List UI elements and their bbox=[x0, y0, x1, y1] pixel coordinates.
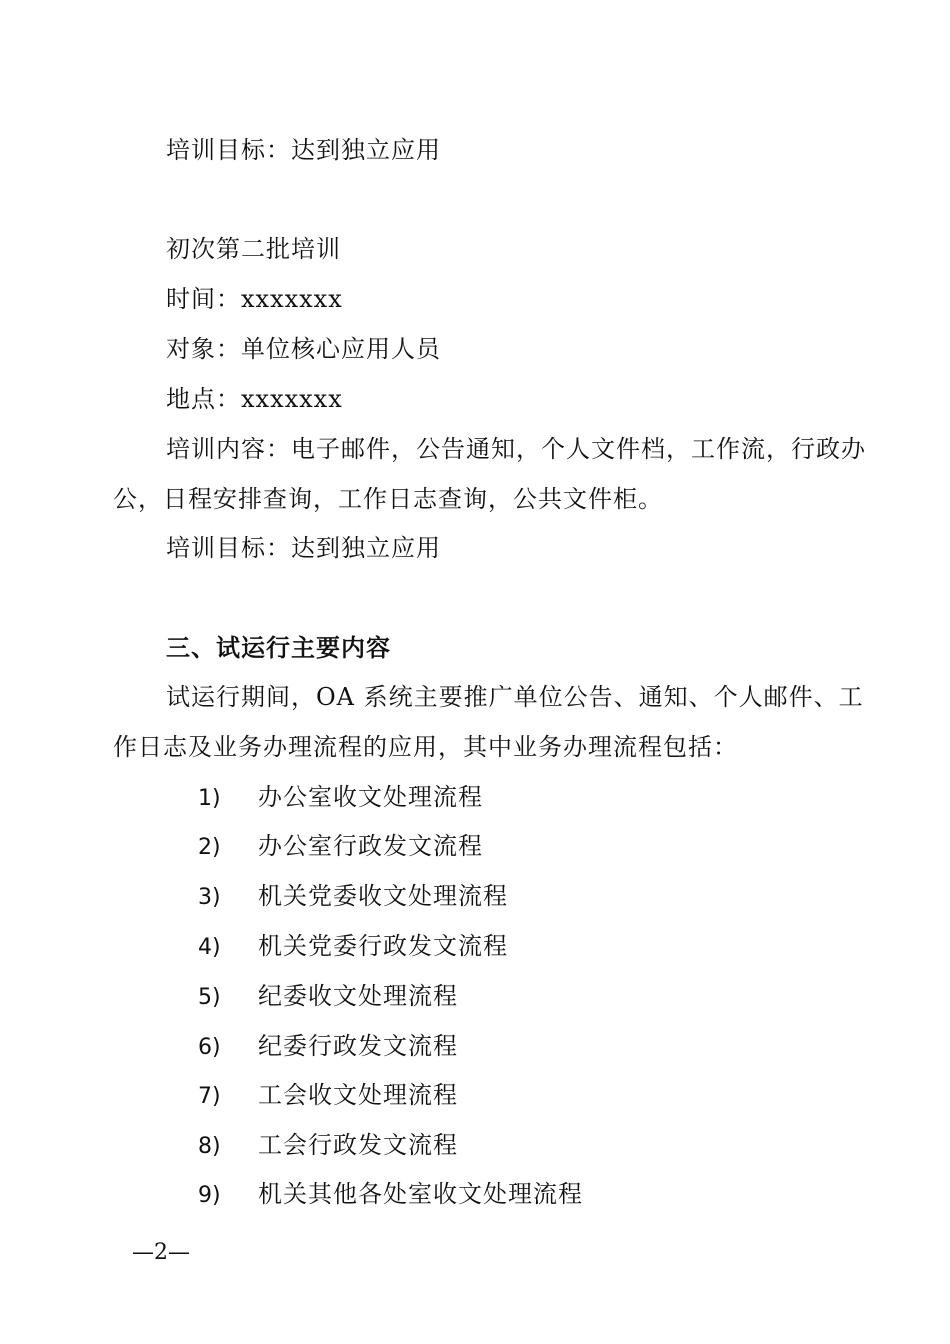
section3-para-line2: 作日志及业务办理流程的应用，其中业务办理流程包括： bbox=[113, 733, 738, 761]
list-item bbox=[198, 1070, 458, 1122]
list-item bbox=[198, 971, 458, 1023]
list-item-text: 机关党委收文处理流程 bbox=[258, 882, 508, 910]
list-item-text: 机关其他各处室收文处理流程 bbox=[258, 1180, 583, 1208]
batch2-goal: 培训目标：达到独立应用 bbox=[166, 534, 441, 562]
list-item-number: 2) bbox=[198, 835, 221, 860]
list-item bbox=[198, 1169, 583, 1221]
list-item-number: 8) bbox=[198, 1134, 221, 1159]
list-item-number: 1) bbox=[198, 786, 221, 811]
list-item-number: 7) bbox=[198, 1084, 221, 1109]
list-item-text: 纪委行政发文流程 bbox=[258, 1032, 458, 1060]
list-item bbox=[198, 871, 508, 923]
list-item-text: 工会收文处理流程 bbox=[258, 1081, 458, 1109]
batch2-location: 地点：xxxxxxx bbox=[166, 385, 343, 413]
list-item-number: 6) bbox=[198, 1035, 221, 1060]
section3-heading: 三、试运行主要内容 bbox=[166, 633, 391, 662]
list-item-text: 办公室行政发文流程 bbox=[258, 832, 483, 860]
list-item-number: 5) bbox=[198, 985, 221, 1010]
list-item-text: 机关党委行政发文流程 bbox=[258, 932, 508, 960]
training-goal-line: 培训目标：达到独立应用 bbox=[166, 136, 441, 164]
list-item bbox=[198, 1021, 458, 1073]
list-item bbox=[198, 1120, 458, 1172]
list-item bbox=[198, 772, 483, 824]
batch2-audience: 对象：单位核心应用人员 bbox=[166, 335, 441, 363]
list-item-number: 4) bbox=[198, 935, 221, 960]
list-item-text: 工会行政发文流程 bbox=[258, 1131, 458, 1159]
list-item-text: 办公室收文处理流程 bbox=[258, 783, 483, 811]
batch2-content-line2: 公，日程安排查询，工作日志查询，公共文件柜。 bbox=[113, 485, 663, 513]
batch2-title: 初次第二批培训 bbox=[166, 235, 341, 263]
list-item bbox=[198, 921, 508, 973]
list-item-number: 3) bbox=[198, 885, 221, 910]
batch2-content-line1: 培训内容：电子邮件，公告通知，个人文件档，工作流，行政办 bbox=[166, 435, 866, 463]
page-number: —2— bbox=[132, 1240, 190, 1265]
section3-para-line1: 试运行期间，OA 系统主要推广单位公告、通知、个人邮件、工 bbox=[166, 683, 864, 711]
batch2-time: 时间：xxxxxxx bbox=[166, 285, 343, 313]
list-item bbox=[198, 821, 483, 873]
list-item-text: 纪委收文处理流程 bbox=[258, 982, 458, 1010]
list-item-number: 9) bbox=[198, 1183, 221, 1208]
